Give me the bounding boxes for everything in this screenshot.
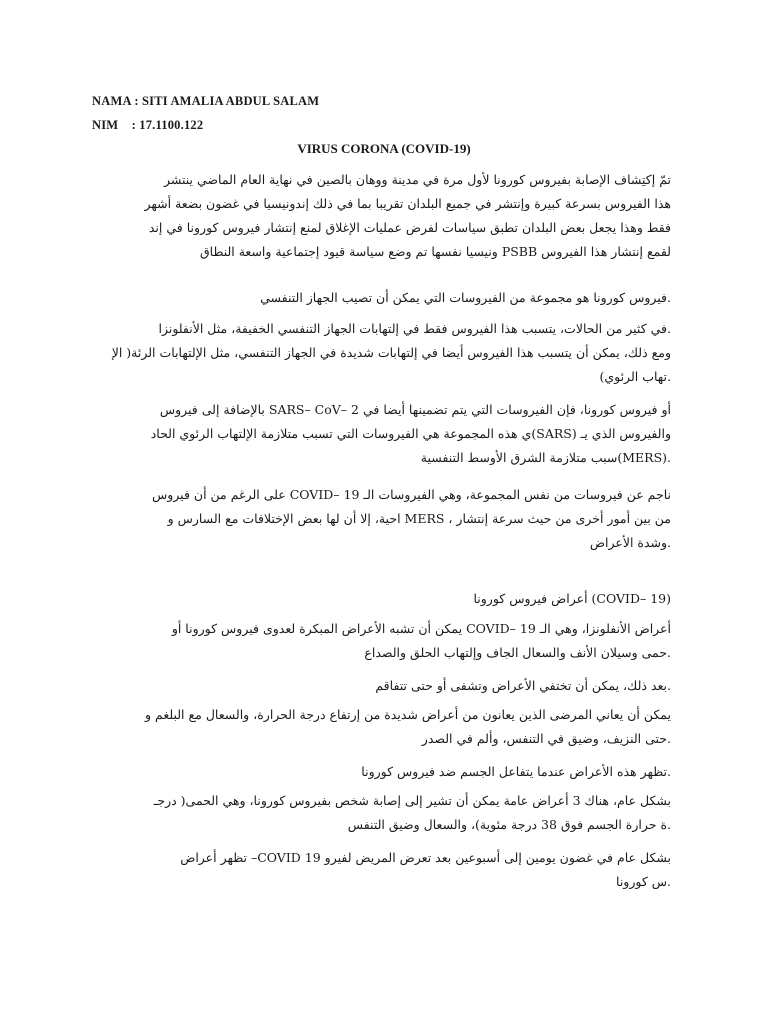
paragraph-line: .(MERS)سبب متلازمة الشرق الأوسط التنفسية [420,450,671,465]
paragraph-definition [96,286,671,310]
document-title: VIRUS CORONA (COVID-19) [297,141,471,156]
paragraph-mers [96,483,671,555]
paragraph-intro [96,168,671,264]
paragraph-mild-cases [96,317,671,389]
paragraph-line: (COVID– 19) أعراض فيروس كورونا [473,591,671,606]
student-nim: NIM : 17.1100.122 [92,118,204,132]
paragraph-progression [96,674,671,698]
paragraph-line: من بين أمور أخرى من حيث سرعة إنتشار ، MERS احية، إلا أن لها بعض الإختلافات مع السارس و [167,511,671,526]
paragraph-general-symptoms [96,789,671,837]
paragraph-line: أعراض الأنفلونزا، وهي الـ COVID– 19 يمكن أن تشبه الأعراض المبكرة لعدوى فيروس كورونا أو [171,621,671,636]
paragraph-line: .تهاب الرئوي) [599,369,671,384]
paragraph-line: .حتى النزيف، وضيق في التنفس، وألم في الصدر [421,731,671,746]
paragraph-line: .حمى وسيلان الأنف والسعال الجاف وإلتهاب الحلق والصداع [364,645,671,660]
paragraph-line: ناجم عن فيروسات من نفس المجموعة، وهي الفيروسات الـ COVID– 19 على الرغم من أن فيروس [151,487,671,502]
paragraph-line: لقمع إنتشار هذا الفيروس PSBB ونيسيا نفسها تم وضع سياسة قيود إجتماعية واسعة النطاق [199,244,671,259]
paragraph-line: ومع ذلك، يمكن أن يتسبب هذا الفيروس أيضا في إلتهابات شديدة في الجهاز التنفسي، مثل الإلتهابات الرئة( الإ [111,345,671,360]
paragraph-line: بشكل عام في غضون يومين إلى أسبوعين بعد تعرض المريض لفيرو 19 COVID– تظهر أعراض [180,850,671,865]
paragraph-line: فقط وهذا يجعل بعض البلدان تطبق سياسات لفرض عمليات الإغلاق لمنع إنتشار فيروس كورونا في إند [148,220,671,235]
paragraph-body-reaction [96,760,671,784]
paragraph-line: والفيروس الذي يـ (SARS)ي هذه المجموعة هي الفيروسات التي تسبب متلازمة الإلتهاب الرئوي الحاد [150,426,671,441]
paragraph-line: أو فيروس كورونا، فإن الفيروسات التي يتم تضمينها أيضا في SARS– CoV– 2 بالإضافة إلى فيروس [159,402,671,417]
paragraph-early-symptoms [96,617,671,665]
paragraph-line: تمّ إكتِشاف الإصابة بفيروس كورونا لأول مرة في مدينة ووهان بالصين في نهاية العام الماضي ينتشر [163,172,671,187]
paragraph-line: هذا الفيروس بسرعة كبيرة وإنتشر في جميع البلدان تقريبا بما في ذلك إندونيسيا في غضون بضعة أشهر [144,196,671,211]
paragraph-line: .فيروس كورونا هو مجموعة من الفيروسات التي يمكن أن تصيب الجهاز التنفسي [260,290,671,305]
paragraph-onset [96,846,671,894]
paragraph-line: .في كثير من الحالات، يتسبب هذا الفيروس فقط في إلتهابات الجهاز التنفسي الخفيفة، مثل الأنفلونزا [158,321,671,336]
paragraph-line: .وشدة الأعراض [589,535,671,550]
section-heading-symptoms [96,587,671,611]
paragraph-line: .ة حرارة الجسم فوق 38 درجة مئوية)، والسعال وضيق التنفس [347,817,671,832]
paragraph-sars [96,398,671,470]
paragraph-line: يمكن أن يعاني المرضى الذين يعانون من أعراض شديدة من إرتفاع درجة الحرارة، والسعال مع البلغم و [144,707,671,722]
paragraph-line: .تظهر هذه الأعراض عندما يتفاعل الجسم ضد فيروس كورونا [361,764,671,779]
paragraph-severe [96,703,671,751]
paragraph-line: بشكل عام، هناك 3 أعراض عامة يمكن أن تشير إلى إصابة شخص بفيروس كورونا، وهي الحمى( درجـ [153,793,671,808]
paragraph-line: .س كورونا [616,874,671,889]
student-name: NAMA : SITI AMALIA ABDUL SALAM [92,94,320,108]
paragraph-line: .بعد ذلك، يمكن أن تختفي الأعراض وتشفى أو حتى تتفاقم [375,678,671,693]
